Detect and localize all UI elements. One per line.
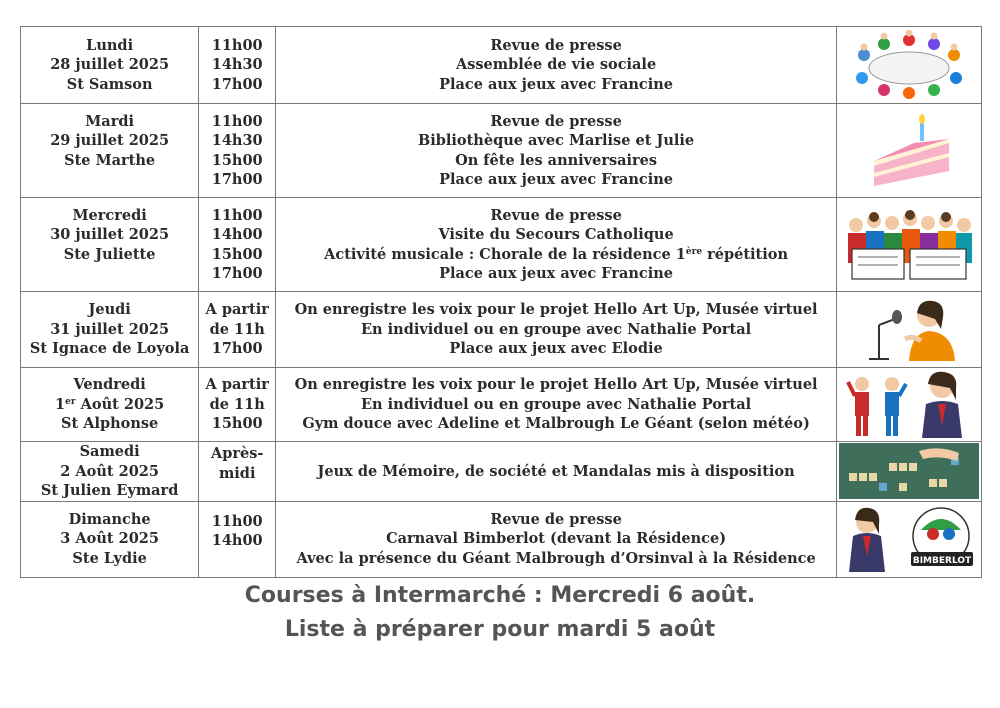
activity-item: Revue de presse [490,510,622,528]
time-slot: 15h00 [211,151,263,169]
day-saint: St Alphonse [60,415,159,433]
activity-item: Revue de presse [490,206,622,224]
time-slot: A partir [205,301,269,319]
time-slot: 11h00 [211,512,263,530]
activity-item: Avec la présence du Géant Malbrough d’Orsinval à la Résidence [296,549,816,567]
activity-item: En individuel ou en groupe avec Nathalie Portal [361,320,752,338]
image-cell [836,292,981,368]
activity-item: Activité musicale : Chorale de la résidence 1ère répétition [324,245,788,263]
activity-item: Jeux de Mémoire, de société et Mandalas mis à disposition [317,462,795,480]
image-cell [836,27,981,104]
giant-bimberlot-icon [841,504,977,574]
time-slot: 11h00 [211,112,263,130]
activity-item: Place aux jeux avec Francine [439,265,674,282]
footer-shopping-line: Courses à Intermarché : Mercredi 6 août. [244,583,756,608]
day-saint: Ste Juliette [63,245,156,263]
day-cell [21,198,199,292]
image-cell [836,501,981,577]
day-saint: St Samson [66,75,153,93]
activity-item: En individuel ou en groupe avec Nathalie Portal [361,395,752,413]
time-slot: 14h00 [211,532,263,549]
time-cell [199,292,276,368]
gym-seniors-giant-icon [844,370,974,440]
activity-item: Assemblée de vie sociale [455,56,657,74]
day-cell [21,104,199,198]
activity-item: Revue de presse [490,36,622,54]
day-name: Mercredi [72,206,147,224]
activity-cell [276,368,837,442]
day-row-mercredi [21,198,982,292]
activity-cell [276,442,837,502]
time-slot: 14h30 [211,56,263,74]
day-cell [21,27,199,104]
day-cell [21,292,199,368]
day-saint: Ste Lydie [72,549,147,567]
image-cell [836,368,981,442]
people-meeting-circle-icon [844,30,974,100]
time-slot: 14h00 [211,226,263,243]
time-slot: de 11h [209,395,265,413]
time-slot: 14h30 [211,132,263,149]
activity-item: On enregistre les voix pour le projet Hello Art Up, Musée virtuel [294,376,818,394]
day-row-vendredi [21,368,982,442]
day-saint: St Ignace de Loyola [29,340,190,358]
day-saint: Ste Marthe [64,151,156,169]
time-slot: 17h00 [211,75,263,93]
day-row-mardi [21,104,982,198]
day-date: 3 Août 2025 [60,530,159,548]
time-slot: 17h00 [211,171,263,188]
activity-cell [276,198,837,292]
day-date: 2 Août 2025 [60,462,159,480]
time-slot: A partir [205,376,269,394]
day-row-dimanche [21,501,982,577]
day-name: Mardi [85,112,134,130]
day-date: 31 juillet 2025 [50,320,170,338]
day-name: Samedi [79,443,140,460]
day-row-samedi [21,442,982,502]
day-name: Dimanche [68,510,151,528]
time-cell [199,501,276,577]
birthday-cake-slice-icon [854,111,964,191]
time-cell [199,368,276,442]
time-slot: 15h00 [211,415,263,433]
day-cell [21,501,199,577]
activity-item: Gym douce avec Adeline et Malbrough Le Géant (selon météo) [302,415,810,433]
time-slot: 17h00 [211,340,263,358]
time-cell [199,27,276,104]
image-cell [836,442,981,502]
time-slot: Après- [210,445,264,462]
activity-item: On fête les anniversaires [455,151,658,169]
day-row-lundi [21,27,982,104]
scrabble-board-icon [839,443,979,499]
day-date: 28 juillet 2025 [50,56,170,74]
activity-cell [276,27,837,104]
day-date: 29 juillet 2025 [50,132,170,149]
activity-item: On enregistre les voix pour le projet Hello Art Up, Musée virtuel [294,301,818,319]
schedule-table [20,26,982,578]
activity-item: Place aux jeux avec Francine [439,171,674,188]
time-slot: midi [218,464,256,482]
activity-cell [276,104,837,198]
time-cell [199,198,276,292]
activity-item: Carnaval Bimberlot (devant la Résidence) [386,530,727,548]
day-date: 1er Août 2025 [55,395,165,413]
day-name: Vendredi [73,376,146,394]
microphone-singer-icon [849,295,969,365]
activity-item: Place aux jeux avec Francine [439,75,674,93]
day-row-jeudi [21,292,982,368]
time-slot: 15h00 [211,245,263,263]
time-slot: 17h00 [211,265,263,282]
time-slot: 11h00 [211,206,263,224]
activity-cell [276,292,837,368]
day-cell [21,442,199,502]
day-date: 30 juillet 2025 [50,226,170,243]
activity-item: Visite du Secours Catholique [438,226,674,243]
day-name: Lundi [86,36,134,54]
time-cell [199,442,276,502]
day-name: Jeudi [88,301,131,319]
choir-singers-icon [842,203,976,287]
time-slot: de 11h [209,320,265,338]
time-cell [199,104,276,198]
activity-item: Bibliothèque avec Marlise et Julie [418,132,695,149]
footer-list-line: Liste à préparer pour mardi 5 août [284,617,716,642]
time-slot: 11h00 [211,36,263,54]
day-cell [21,368,199,442]
activity-cell [276,501,837,577]
image-cell [836,104,981,198]
activity-item: Place aux jeux avec Elodie [449,340,663,358]
bimberlot-logo-text: BIMBERLOT [912,556,972,566]
activity-item: Revue de presse [490,112,622,130]
image-cell [836,198,981,292]
day-saint: St Julien Eymard [40,482,179,499]
